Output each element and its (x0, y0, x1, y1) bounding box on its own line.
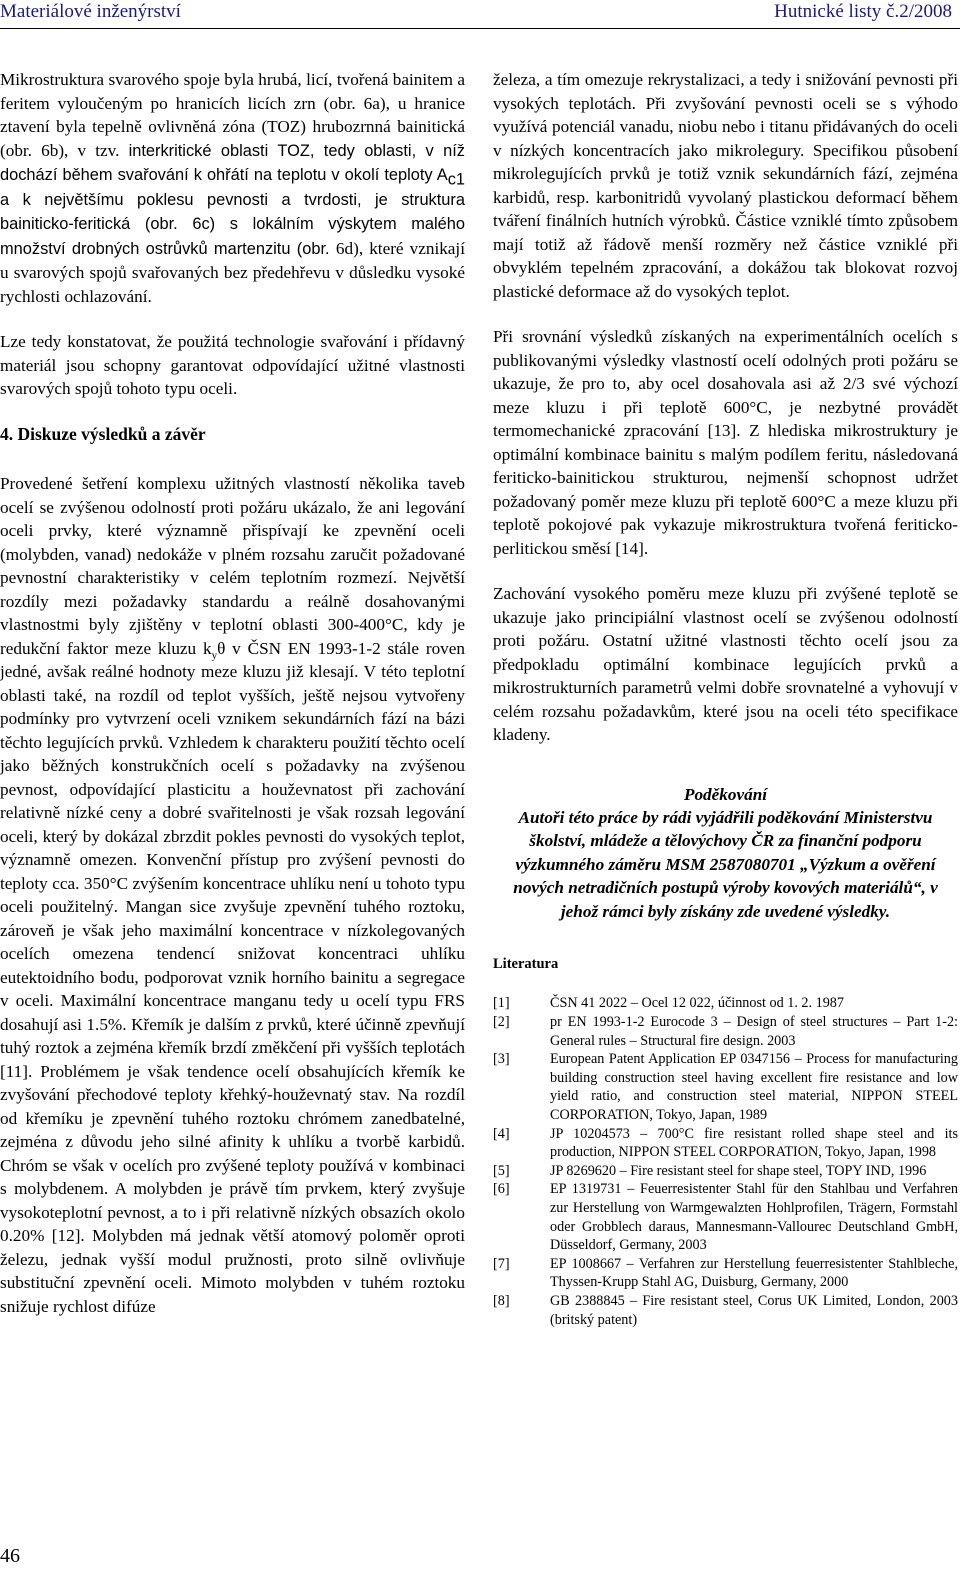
paragraph-microstructure: Mikrostruktura svarového spoje byla hrubá, licí, tvořená bainitem a feritem vyloučeným po hranicích licích zrn (obr. 6a), u hranice ztavení byla tepelně ovlivněná zóna (TOZ) hrubozrnná bainitická (obr. 6b), v tzv. interkritické oblasti TOZ, tedy oblasti, v níž dochází během svařování k ohřátí na teplotu v okolí teploty $A_{c1}$ a k největšímu poklesu pevnosti a tvrdosti, je struktura bainiticko-feritická (obr. 6c) s lokálním výskytem malého množství drobných ostrůvků martenzitu (obr. 6d), které vznikají u svarových spojů svařovaných bez předehřevu v důsledku vysoké rychlosti ochlazování. (0, 70, 465, 306)
paragraph-comparison: Při srovnání výsledků získaných na experimentálních ocelích s publikovanými výsledky vlastností ocelí odolných proti požáru se ukazuje, že pro to, aby ocel dosahovala asi až 2/3 své výchozí meze kluzu i při teplotě 600°C, je nezbytné provádět termomechanické zpracování [13]. Z hlediska mikrostruktury je optimální kombinace bainitu s malým podílem feritu, následovaná feriticko-bainitickou strukturou, nejmenší schopnost udržet požadovaný poměr meze kluzu při teplotě 600°C a meze kluzu při teplotě pokojové pak vykazuje mikrostruktura tvořená feriticko-perlitickou směsí [14]. (493, 327, 958, 558)
paragraph-discussion: Provedené šetření komplexu užitných vlastností několika taveb ocelí se zvýšenou odolností proti požáru ukázalo, že ani legování oceli prvky, které významně přispívají ke zpevnění oceli (molybden, vanad) nedokáže v plném rozsahu zaručit požadované pevnostní charakteristiky v celém teplotním rozmezí. Největší rozdíly mezi požadavky standardu a reálně dosahovanými vlastnostmi byly zjištěny v teplotní oblasti 300-400°C, kdy je redukční faktor meze kluzu $k_y\theta$ v ČSN EN 1993-1-2 stále roven jedné, avšak reálné hodnoty meze kluzu již klesají. V této teplotní oblasti také, na rozdíl od teplot vyšších, ještě nejsou vytvořeny podmínky pro vytvrzení oceli vznikem sekundárních fází na bázi těchto legujících prvků. Vzhledem k charakteru použití těchto ocelí jako běžných konstrukčních ocelí s požadavky na zvýšenou pevnost, odpovídající plasticitu a houževnatost při zachování relativně nízké ceny a dobré svařitelnosti je však rozsah legování oceli, který by dokázal zbrzdit pokles pevnosti do vysokých teplot, významně omezen. Konvenční přístup pro zvýšení pevnosti do teploty cca. 350°C zvýšením koncentrace uhlíku není u tohoto typu oceli použitelný. Mangan sice zvyšuje zpevnění tuhého roztoku, zároveň je však jeho maximální koncentrace v nízkolegovaných ocelích omezena tendencí snižovat koncentraci uhlíku eutektoidního bodu, podporovat vznik horního bainitu a segregace v oceli. Maximální koncentrace manganu tedy u ocelí typu FRS dosahují asi 1.5%. Křemík je dalším z prvků, které účinně zpevňují tuhý roztok a zejména křemík brzdí změkčení při vyšších teplotách [11]. Problémem je však tendence ocelí obsahujících křemík ke zvyšování přechodové teploty křehký-houževnatý stav. Na rozdíl od křemíku je zpevnění tuhého roztoku chrómem zanedbatelné, zejména z důvodu jeho silné afinity k uhlíku a tvorbě karbidů. Chróm se však v ocelích pro zvýšené teploty používá v kombinaci s molybdenem. A molybden je právě tím prvkem, který zvyšuje vysokoteplotní pevnost, a to i při relativně nízkých obsazích okolo 0.20% [12]. Molybden má jednak větší atomový poloměr oproti železu, jednak vyšší modul pružnosti, proto silně ovlivňuje substituční zpevnění oceli. Mimoto molybden v tuhém roztoku snižuje rychlost difúze (0, 474, 465, 1316)
journal-section: Materiálové inženýrství (0, 1, 181, 22)
paragraph-conclusion-welding: Lze tedy konstatovat, že použitá technologie svařování i přídavný materiál jsou schopny garantovat odpovídající užitné vlastnosti svarových spojů tohoto typu oceli. (0, 332, 465, 398)
reference-list (493, 994, 958, 1329)
reference-item: [8] GB 2388845 – Fire resistant steel, Corus UK Limited, London, 2003 (britský patent) (493, 1292, 958, 1328)
reference-item: [2] pr EN 1993-1-2 Eurocode 3 – Design of steel structures – Part 1-2: General rules – Structural fire design. 2003 (493, 1014, 958, 1049)
section-heading: 4. Diskuze výsledků a závěr (0, 423, 206, 444)
reference-item: [6] EP 1319731 – Feuerresistenter Stahl für den Stahlbau und Verfahren zur Herstellung von Warmgewalzten Hohlprofilen, Trägern, Formstahl oder Grobblech daraus, Mannesmann-Vallourec Deutschland GmbH, Düsseldorf, Germany, 2003 (493, 1181, 958, 1254)
paragraph-microalloying: železa, a tím omezuje rekrystalizaci, a tedy i snižování pevnosti při vysokých teplotách. Při zvyšování pevnosti oceli se s výhodo využívá potenciál vanadu, niobu nebo i titanu přidávaných do oceli v nízkých koncentracích jako mikrolegury. Specifikou působení mikrolegujících prvků je totiž vznik sekundárních fází, zejména karbidů, resp. karbonitridů vyvolaný plastickou deformací během tváření finálních hutních výrobků. Částice vzniklé tímto způsobem mají totiž až řádově menší rozměry než částice vzniklé při obvyklém tepelném zpracování, a dokážou tak blokovat rozvoj plastické deformace až do vysokých teplot. (493, 70, 958, 301)
reference-item: [3] European Patent Application EP 0347156 – Process for manufacturing building construction steel having excellent fire resistance and low yield ratio, and construction steel material, NIPPON STEEL CORPORATION, Tokyo, Japan, 1989 (493, 1051, 958, 1123)
reference-item: [5] JP 8269620 – Fire resistant steel for shape steel, TOPY IND, 1996 (493, 1162, 927, 1179)
left-column (0, 68, 465, 1318)
reference-item: [7] EP 1008667 – Verfahren zur Herstellung feuerresistenter Stahlbleche, Thyssen-Krupp Stahl AG, Duisburg, Germany, 2000 (493, 1255, 958, 1291)
running-header (0, 0, 960, 29)
right-column (493, 68, 958, 1329)
references-heading: Literatura (493, 955, 559, 972)
paragraph-yield-ratio: Zachování vysokého poměru meze kluzu při zvýšené teplotě se ukazuje jako principiální vlastnost ocelí se zvýšenou odolností proti požáru. Ostatní užitné vlastnosti těchto ocelí jsou za předpokladu optimální kombinace legujících prvků a mikrostrukturních parametrů velmi dobře srovnatelné a vyhovují v celém rozsahu požadavkům, které jsou na oceli této specifikace kladeny. (493, 584, 958, 744)
acknowledgement-text: Autoři této práce by rádi vyjádřili poděkování Ministerstvu školství, mládeže a tělovýchovy ČR za finanční podporu výzkumného záměru MSM 2587080701 „Výzkum a ověření nových netradičních postupů výroby kovových materiálů“, v jehož rámci byly získány zde uvedené výsledky. (513, 807, 938, 921)
acknowledgement (493, 783, 958, 923)
reference-item: [4] JP 10204573 – 700°C fire resistant rolled shape steel and its production, NIPPON STEEL CORPORATION, Tokyo, Japan, 1998 (493, 1125, 958, 1161)
journal-issue: Hutnické listy č.2/2008 (774, 1, 952, 22)
reference-item: [1] ČSN 41 2022 – Ocel 12 022, účinnost od 1. 2. 1987 (493, 995, 844, 1012)
acknowledgement-title: Poděkování (683, 784, 768, 804)
page-number: 46 (0, 1545, 20, 1567)
